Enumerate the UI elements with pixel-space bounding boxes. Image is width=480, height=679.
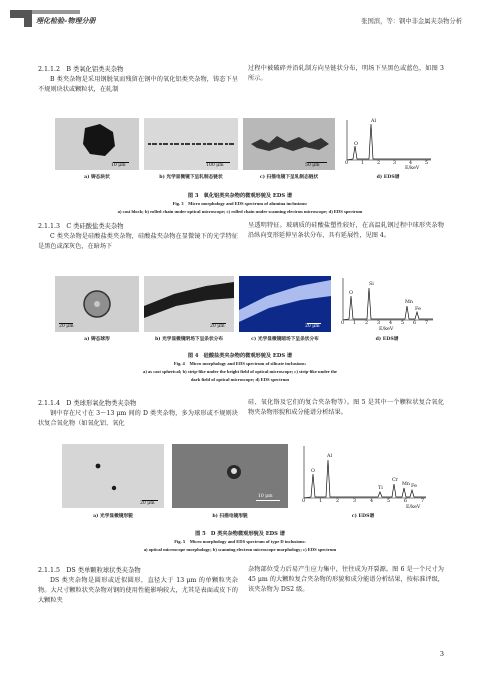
fig4-eds-tick: 6 xyxy=(413,321,417,326)
fig3-eds-tick: 2 xyxy=(377,161,381,166)
fig4-caption-en1: Fig. 4 Micro morphology and EDS spectrum of silicate inclusions: xyxy=(173,361,307,366)
fig4-eds-peak-fe: Fe xyxy=(415,307,421,312)
fig4-eds-tick: 4 xyxy=(389,321,393,326)
fig4-eds-peak-o: O xyxy=(349,291,353,296)
fig5-eds-tick: 1 xyxy=(319,499,323,504)
fig3-eds-tick: 4 xyxy=(409,161,413,166)
fig5-label-c: c) EDS谱 xyxy=(351,514,375,519)
fig4-caption-en2: a) as cast spherical; b) strip-like under the bright field of optical microscope; c) strip-like under the xyxy=(143,369,337,374)
running-title: 张国滨，等：钢中非金属夹杂物分析 xyxy=(361,18,462,25)
fig4-eds-tick: 3 xyxy=(377,321,381,326)
fig3-eds-tick: 1 xyxy=(361,161,365,166)
section-ds-para-left: DS 类夹杂物是圆形或近似圆形，直径大于 13 μm 的单颗粒夹杂物。大尺寸颗粒状夹杂物对钢的使用性能影响较大，尤其是表面或皮下的大颗粒夹 xyxy=(38,577,238,605)
fig5-eds-tick: 6 xyxy=(404,499,408,504)
section-b-para-right: 过程中被破碎并沿轧制方向呈链状分布，明场下呈黑色或蓝色，如图 3 所示。 xyxy=(248,65,444,83)
section-d-para-left: 钢中存在尺寸在 3～13 μm 间的 D 类夹杂物，多为球形或不规则块状复合氧化物（如氧化铝、氧化 xyxy=(38,410,238,428)
fig4-eds-tick: 2 xyxy=(365,321,369,326)
section-ds-heading: 2.1.1.5 DS 类单颗粒球状类夹杂物 xyxy=(38,567,141,574)
fig5-caption-zh: 图 5 D 类夹杂物微观形貌及 EDS 谱 xyxy=(195,531,285,537)
fig3-scale-b: 100 μm xyxy=(206,163,224,168)
figure-4 xyxy=(55,276,435,350)
fig5-eds-peak-al: Al xyxy=(327,454,332,459)
fig4-scale-b: 20 μm xyxy=(210,324,225,329)
journal-name: 理化检验–物理分册 xyxy=(36,17,96,25)
fig4-label-c: c) 光学显微镜暗场下呈条状分布 xyxy=(251,337,319,342)
fig5-eds-peak-ti: Ti xyxy=(378,486,383,491)
fig5-eds-spectrum xyxy=(298,444,428,512)
fig4-eds xyxy=(339,276,435,334)
fig3-panel-c xyxy=(243,118,335,170)
journal-header xyxy=(10,7,470,29)
fig3-panel-a xyxy=(55,118,139,170)
fig3-label-d: d) EDS谱 xyxy=(376,175,400,180)
fig5-eds xyxy=(298,444,428,512)
fig4-eds-tick: 0 xyxy=(341,321,345,326)
fig4-scale-a: 20 μm xyxy=(59,324,74,329)
fig3-eds-peak-al: Al xyxy=(371,119,376,124)
fig5-eds-tick: 7 xyxy=(421,499,425,504)
fig4-panel-c xyxy=(239,276,331,332)
fig3-eds xyxy=(343,118,433,172)
fig5-caption-en2: a) optical microscope morphology; b) scanning electron microscope morphology; c) EDS spectrum xyxy=(143,547,337,552)
fig4-caption-en3: dark field of optical microscope; d) EDS spectrum xyxy=(190,377,290,382)
fig4-label-d: d) EDS谱 xyxy=(375,337,399,342)
fig4-eds-peak-si: Si xyxy=(369,282,374,287)
fig5-panel-a-image xyxy=(62,444,164,508)
fig5-eds-peak-mn: Mn xyxy=(402,482,411,487)
fig3-label-b: b) 光学显微镜下呈轧制态链状 xyxy=(159,175,223,180)
fig5-panel-a xyxy=(62,444,164,508)
section-d-para-right: 硅、氧化铬及它们的复合夹杂物等）。图 5 是其中一个颗粒状复合氧化物夹杂物形貌和成分能谱分析结果。 xyxy=(248,399,444,417)
fig5-scale-b: 10 μm xyxy=(258,494,273,499)
fig5-eds-peak-cr: Cr xyxy=(392,478,398,483)
fig5-eds-tick: 0 xyxy=(302,499,306,504)
fig4-eds-peak-mn: Mn xyxy=(405,300,414,305)
fig3-eds-peak-o: O xyxy=(354,142,358,147)
fig4-eds-tick: 5 xyxy=(401,321,405,326)
fig4-label-a: a) 铸态球形 xyxy=(84,337,110,342)
fig5-eds-xlabel: E/keV xyxy=(406,505,421,510)
fig3-caption-en2: a) cast block; b) rolled chain under optical microscope; c) rolled chain under scanning electron microscope; d) EDS spectrum xyxy=(117,209,363,214)
fig5-eds-tick: 3 xyxy=(353,499,357,504)
section-ds-para-right: 杂物部位受力后易产生应力集中，往往成为开裂源。图 6 是一个尺寸为 45 μm 的大颗粒复合夹杂物的形貌和成分能谱分析结果，按标准评级，该夹杂物为 DS2 级。 xyxy=(248,566,444,594)
fig3-eds-tick: 3 xyxy=(393,161,397,166)
section-d-heading: 2.1.1.4 D 类球形氧化物类夹杂物 xyxy=(38,400,137,407)
fig3-caption-en1: Fig. 3 Micro morphology and EDS spectrum of alumina inclusions: xyxy=(172,201,308,206)
fig5-eds-tick: 4 xyxy=(370,499,374,504)
fig4-label-b: b) 光学显微镜明场下呈条状分布 xyxy=(154,337,224,342)
fig3-caption-zh: 图 3 氧化铝类夹杂物的微观形貌及 EDS 谱 xyxy=(187,193,293,199)
page-number: 3 xyxy=(439,650,444,658)
fig3-scale-c: 50 μm xyxy=(305,163,320,168)
fig5-label-b: b) 扫描电镜形貌 xyxy=(212,514,248,519)
fig5-scale-a: 20 μm xyxy=(140,501,155,506)
section-c-para-right: 呈透明特征。玻璃质的硅酸盐塑性较好，在高温轧钢过程中球形夹杂物沿纵向变形延伸呈条状分布，具有延展性，见图 4。 xyxy=(248,222,444,240)
fig4-eds-tick: 1 xyxy=(353,321,357,326)
fig3-label-a: a) 铸态块状 xyxy=(84,175,110,180)
fig5-eds-peak-fe: Fe xyxy=(411,484,417,489)
fig3-panel-b xyxy=(144,118,238,170)
fig5-eds-peak-o: O xyxy=(311,469,315,474)
fig4-panel-a xyxy=(55,276,139,332)
section-b-heading: 2.1.1.2 B 类氧化铝类夹杂物 xyxy=(38,66,124,73)
fig5-caption-en1: Fig. 5 Micro morphology and EDS spectrum of type D inclusions: xyxy=(174,539,306,544)
fig4-eds-xlabel: E/keV xyxy=(379,327,394,332)
fig4-scale-c: 20 μm xyxy=(305,324,320,329)
fig5-panel-b xyxy=(172,444,288,508)
fig4-panel-b xyxy=(144,276,234,332)
section-c-heading: 2.1.1.3 C 类硅酸盐类夹杂物 xyxy=(38,223,124,230)
section-b-para-left: B 类夹杂物是采用钢脱氧而残留在钢中的氧化铝类夹杂物，铸态下呈不规则块状或颗粒状，在轧制 xyxy=(38,76,238,94)
fig4-caption-zh: 图 4 硅酸盐类夹杂物的微观形貌及 EDS 谱 xyxy=(187,353,293,359)
figure-5 xyxy=(62,444,432,526)
fig5-eds-tick: 5 xyxy=(387,499,391,504)
fig3-scale-a: 10 μm xyxy=(111,163,126,168)
fig5-label-a: a) 光学显微镜形貌 xyxy=(93,514,133,519)
fig3-eds-xlabel: E/keV xyxy=(405,166,420,171)
fig3-eds-tick: 5 xyxy=(425,161,429,166)
fig4-eds-tick: 7 xyxy=(425,321,429,326)
fig5-eds-tick: 2 xyxy=(336,499,340,504)
section-c-para-left: C 类夹杂物是硅酸盐类夹杂物，硅酸盐夹杂物在显微镜下的光学特征是黑色或深灰色，在暗场下 xyxy=(38,233,238,251)
fig3-label-c: c) 扫描电镜下呈轧制态链状 xyxy=(259,175,319,180)
fig3-eds-tick: 0 xyxy=(345,161,349,166)
figure-3 xyxy=(55,118,435,190)
